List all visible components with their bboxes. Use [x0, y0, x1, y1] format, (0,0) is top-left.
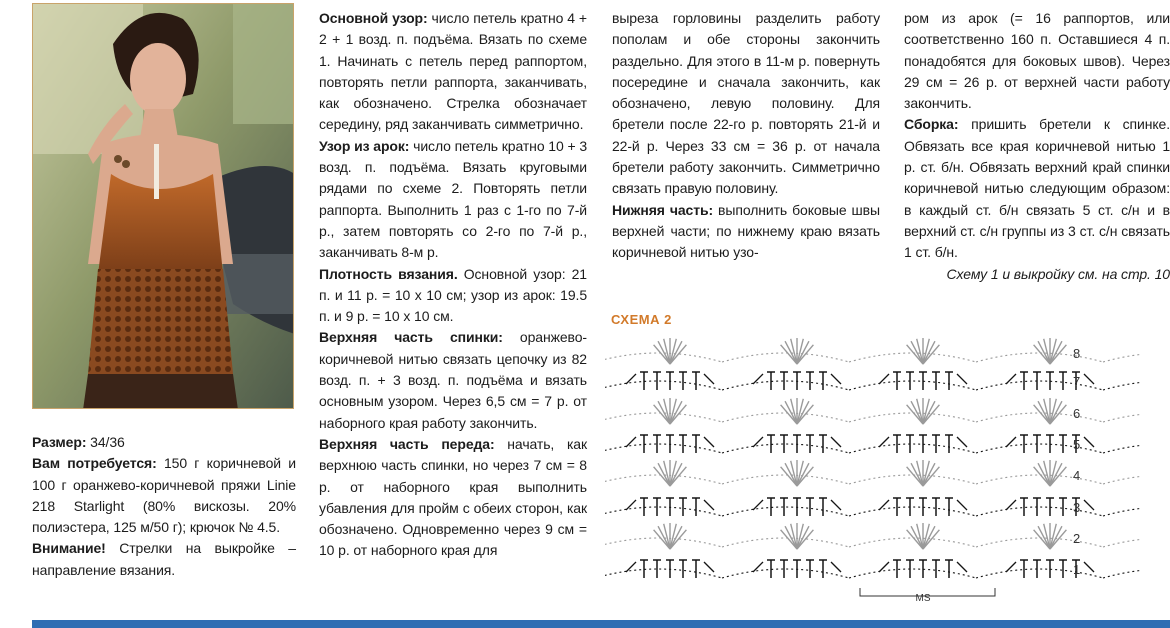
model-photo — [32, 3, 294, 409]
assembly-text: пришить бретели к спинке. Обвязать все края коричневой нитью 1 р. ст. б/н. Обвязать верхний край спинки коричневой нитью следующим образом: в каждый ст. б/н связать 5 ст. с/н и в верхний ст. с/н группы из 3 ст. с/н связать 1 ст. б/н. — [904, 116, 1170, 261]
chain-arch — [849, 475, 976, 484]
chain-arch — [722, 475, 849, 484]
row-number: 2 — [1073, 531, 1081, 546]
scheme-title: СХЕМА 2 — [611, 312, 672, 327]
size-label: Размер: — [32, 434, 87, 450]
chain-arch — [976, 444, 1103, 453]
chain-arch — [1103, 507, 1140, 516]
slanted-stitch — [704, 374, 714, 384]
attention-label: Внимание! — [32, 540, 106, 557]
front-label: Верхняя часть переда: — [319, 435, 495, 452]
arch-pattern-label: Узор из арок: — [319, 137, 410, 154]
chain-arch — [605, 475, 722, 484]
chain-arch — [722, 353, 849, 362]
materials-text: 150 г коричневой и 100 г оранжево-коричневой пряжи Linie 218 Starlight (80% вискозы. 20% полиэстера, 125 м/50 г); крючок № 4.5. — [32, 455, 296, 536]
lower-part-text: выполнить боковые швы верхней части; по нижнему краю вязать коричневой нитью узо- — [612, 201, 880, 261]
chain-arch — [722, 444, 849, 453]
arches-continuation-text: ром из арок (= 16 раппортов, или соответственно 160 п. Оставшиеся 4 п. понадобятся для боковых швов). Через 29 см = 26 р. от верхней части работу закончить. — [904, 10, 1170, 112]
chain-arch — [849, 413, 976, 422]
instructions-column-1 — [319, 8, 587, 562]
lower-part-label: Нижняя часть: — [612, 201, 714, 218]
chain-arch — [1103, 353, 1140, 362]
chain-arch — [605, 381, 722, 390]
slanted-stitch — [831, 562, 841, 572]
row-number: 4 — [1073, 468, 1081, 483]
chain-arch — [849, 507, 976, 516]
reference-note: Схему 1 и выкройку см. на стр. 10 — [946, 265, 1170, 282]
main-pattern-label: Основной узор: — [319, 10, 428, 26]
chain-arch — [976, 413, 1103, 422]
chain-arch — [849, 353, 976, 362]
slanted-stitch — [831, 500, 841, 510]
row-number: 1 — [1073, 562, 1081, 577]
chain-arch — [1103, 444, 1140, 453]
slanted-stitch — [957, 562, 967, 572]
chain-arch — [976, 353, 1103, 362]
back-label: Верхняя часть спинки: — [319, 329, 503, 346]
slanted-stitch — [704, 500, 714, 510]
slanted-stitch — [704, 437, 714, 447]
chain-arch — [722, 507, 849, 516]
chain-arch — [605, 353, 722, 362]
slanted-stitch — [831, 437, 841, 447]
chain-arch — [849, 444, 976, 453]
row-number: 6 — [1073, 406, 1081, 421]
chain-arch — [976, 538, 1103, 547]
front-text: начать, как верхнюю часть спинки, но через 7 см = 8 р. от наборного края выполнить убавления для пройм с обеих сторон, как обозначено. Одновременно через 9 см = 10 р. от наборного края для — [319, 435, 587, 559]
arch-pattern-text: число петель кратно 10 + 3 возд. п. подъёма. Вязать круговыми рядами по схеме 2. Повторять петли раппорта. Выполнить 1 раз с 1-го по 7-й р., затем повторять со 2-го по 7-й р., заканчивать 8-м р. — [319, 137, 588, 261]
density-text: Основной узор: 21 п. и 11 р. = 10 х 10 см; узор из арок: 19.5 п. и 9 р. = 10 х 10 см. — [319, 265, 587, 325]
chain-arch — [722, 381, 849, 390]
density-label: Плотность вязания. — [319, 265, 458, 282]
chain-arch — [1103, 413, 1140, 422]
slanted-stitch — [957, 500, 967, 510]
page-bottom-bar — [32, 620, 1170, 628]
chain-arch — [1103, 569, 1140, 578]
chain-arch — [722, 538, 849, 547]
chain-arch — [1103, 538, 1140, 547]
slanted-stitch — [1084, 374, 1094, 384]
slanted-stitch — [704, 562, 714, 572]
slanted-stitch — [1084, 437, 1094, 447]
slanted-stitch — [957, 437, 967, 447]
slanted-stitch — [957, 374, 967, 384]
chain-arch — [1103, 381, 1140, 390]
slanted-stitch — [1084, 500, 1094, 510]
chain-arch — [605, 538, 722, 547]
chain-arch — [849, 569, 976, 578]
chain-arch — [1103, 475, 1140, 484]
repeat-label: MS — [915, 593, 931, 602]
chain-arch — [849, 381, 976, 390]
back-text: оранжево-коричневой нитью связать цепочку из 82 возд. п. + 3 возд. п. подъёма и вязать основным узором. Через 6,5 см = 7 р. от наборного края работу закончить. — [319, 329, 587, 431]
chain-arch — [722, 413, 849, 422]
chain-arch — [976, 507, 1103, 516]
instructions-column-2 — [612, 8, 880, 264]
chain-arch — [976, 381, 1103, 390]
chain-arch — [976, 569, 1103, 578]
materials-column — [32, 432, 296, 581]
row-number: 7 — [1073, 374, 1081, 389]
chain-arch — [722, 569, 849, 578]
instructions-column-3 — [904, 8, 1170, 285]
neckline-text: выреза горловины разделить работу пополам и обе стороны закончить раздельно. Для этого в 11-м р. повернуть посередине и сначала закончить, как обозначено, левую половину. Для бретели после 22-го р. повторять 21-й и 22-й р. Через 33 см = 36 р. от начала бретели работу закончить. Симметрично связать правую половину. — [612, 10, 880, 197]
attention-text: Стрелки на выкройке – направление вязания. — [32, 540, 296, 578]
chain-arch — [849, 538, 976, 547]
main-pattern-text: число петель кратно 4 + 2 + 1 возд. п. подъёма. Вязать по схеме 1. Начинать с петель перед раппортом, повторять петли раппорта, заканчивать, как обозначено. Стрелка обозначает середину, ряд заканчивать симметрично. — [319, 10, 587, 133]
chain-arch — [605, 569, 722, 578]
chain-arch — [605, 507, 722, 516]
assembly-label: Сборка: — [904, 116, 959, 133]
crochet-chart — [605, 330, 1140, 602]
materials-label: Вам потребуется: — [32, 455, 157, 472]
row-number: 8 — [1073, 346, 1081, 361]
row-number: 3 — [1073, 500, 1081, 515]
row-number: 5 — [1073, 437, 1081, 452]
chain-arch — [605, 444, 722, 453]
slanted-stitch — [1084, 562, 1094, 572]
slanted-stitch — [831, 374, 841, 384]
chain-arch — [605, 413, 722, 422]
chain-arch — [976, 475, 1103, 484]
size-value: 34/36 — [86, 434, 125, 450]
